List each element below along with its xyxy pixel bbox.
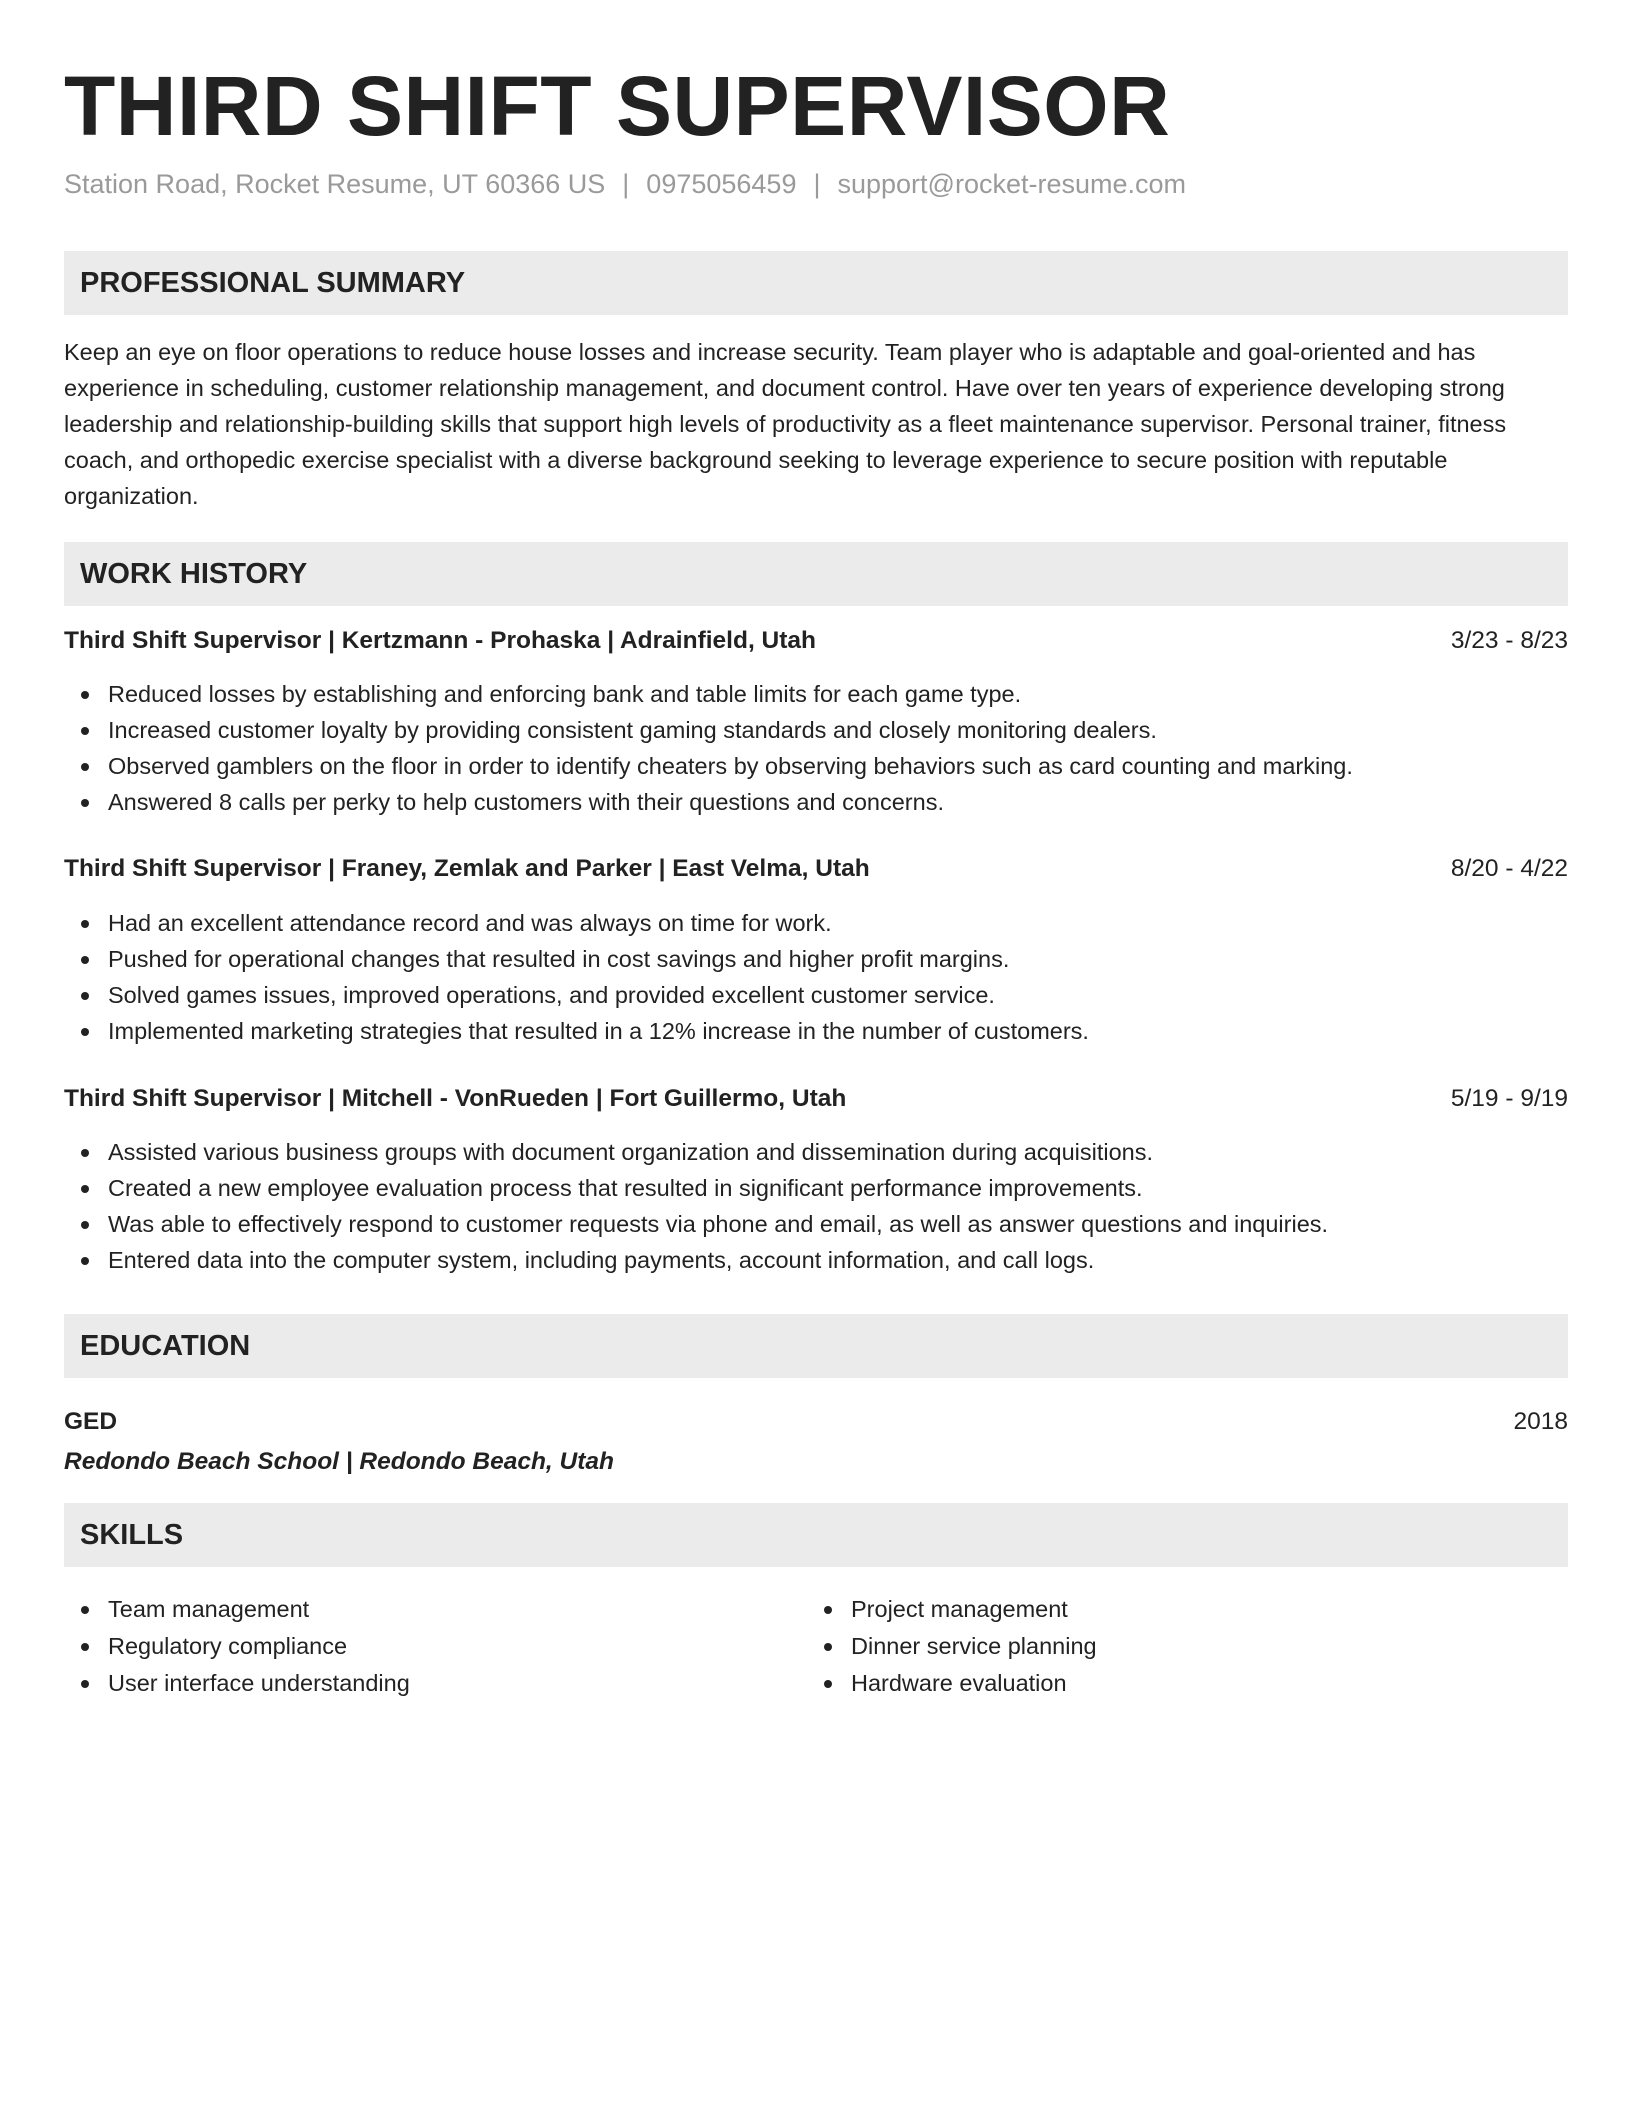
skill-item: Hardware evaluation (807, 1665, 1507, 1702)
job-dates: 3/23 - 8/23 (1450, 627, 1568, 654)
section-header-summary (64, 251, 1568, 315)
list-item: Solved games issues, improved operations, and provided excellent customer service. (64, 977, 1568, 1013)
list-item: Assisted various business groups with document organization and dissemination during acquisitions. (64, 1134, 1568, 1170)
skill-item: Project management (807, 1591, 1507, 1628)
list-item: Answered 8 calls per perky to help customers with their questions and concerns. (64, 784, 1568, 820)
skill-item: Team management (64, 1591, 764, 1628)
section-header-work-history (64, 542, 1568, 606)
skill-item: User interface understanding (64, 1665, 764, 1702)
job-bullets (64, 676, 1568, 820)
list-item: Observed gamblers on the floor in order to identify cheaters by observing behaviors such as card counting and marking. (64, 748, 1568, 784)
skills-list-right (807, 1591, 1507, 1702)
section-title: SKILLS (80, 1519, 184, 1551)
section-header-education (64, 1314, 1568, 1378)
list-item: Pushed for operational changes that resulted in cost savings and higher profit margins. (64, 941, 1568, 977)
candidate-name: THIRD SHIFT SUPERVISOR (64, 59, 1171, 153)
contact-separator: | (622, 169, 630, 199)
job-dates: 8/20 - 4/22 (1450, 855, 1568, 882)
job-title: Third Shift Supervisor | Kertzmann - Prohaska | Adrainfield, Utah (64, 627, 816, 654)
skill-item: Regulatory compliance (64, 1628, 764, 1665)
section-title: EDUCATION (80, 1330, 251, 1362)
contact-phone: 0975056459 (646, 169, 797, 199)
job-bullets (64, 1134, 1568, 1278)
contact-separator: | (813, 169, 821, 199)
education-year: 2018 (1513, 1408, 1568, 1435)
contact-line (64, 166, 1186, 202)
list-item: Created a new employee evaluation process that resulted in significant performance improvements. (64, 1170, 1568, 1206)
education-school: Redondo Beach School | Redondo Beach, Utah (64, 1448, 614, 1475)
contact-address: Station Road, Rocket Resume, UT 60366 US (64, 169, 606, 199)
job-title: Third Shift Supervisor | Franey, Zemlak and Parker | East Velma, Utah (64, 855, 870, 882)
section-title: WORK HISTORY (80, 558, 308, 590)
section-title: PROFESSIONAL SUMMARY (80, 267, 466, 299)
list-item: Reduced losses by establishing and enforcing bank and table limits for each game type. (64, 676, 1568, 712)
list-item: Entered data into the computer system, including payments, account information, and call logs. (64, 1242, 1568, 1278)
list-item: Had an excellent attendance record and was always on time for work. (64, 905, 1568, 941)
job-bullets (64, 905, 1568, 1049)
list-item: Was able to effectively respond to customer requests via phone and email, as well as answer questions and inquiries. (64, 1206, 1568, 1242)
skill-item: Dinner service planning (807, 1628, 1507, 1665)
education-degree: GED (64, 1408, 118, 1435)
contact-email: support@rocket-resume.com (837, 169, 1187, 199)
section-header-skills (64, 1503, 1568, 1567)
list-item: Implemented marketing strategies that resulted in a 12% increase in the number of customers. (64, 1013, 1568, 1049)
skills-list-left (64, 1591, 764, 1702)
job-dates: 5/19 - 9/19 (1450, 1085, 1568, 1112)
job-title: Third Shift Supervisor | Mitchell - VonRueden | Fort Guillermo, Utah (64, 1085, 847, 1112)
list-item: Increased customer loyalty by providing consistent gaming standards and closely monitoring dealers. (64, 712, 1568, 748)
summary-text: Keep an eye on floor operations to reduce house losses and increase security. Team player who is adaptable and goal-oriented and has experience in scheduling, customer relationship management, and document control. Have over ten years of experience developing strong leadership and relationship-building skills that support high levels of productivity as a fleet maintenance supervisor. Personal trainer, fitness coach, and orthopedic exercise specialist with a diverse background seeking to leverage experience to secure position with reputable organization. (64, 339, 1507, 509)
